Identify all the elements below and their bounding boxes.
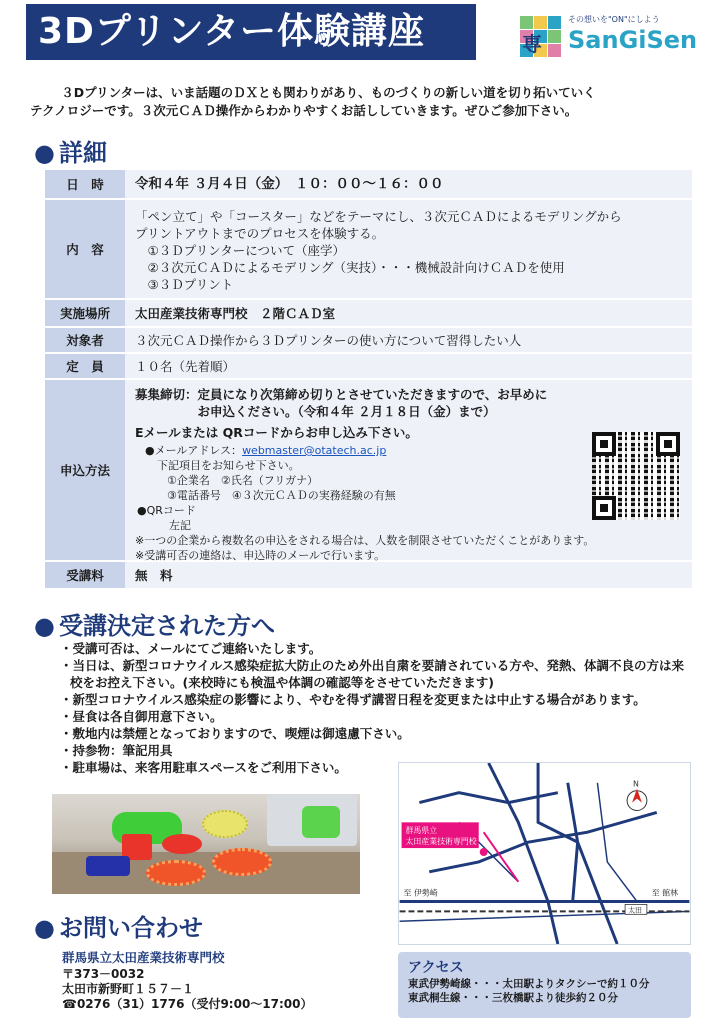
row-content: [45, 200, 692, 300]
contact-org: 群馬県立太田産業技術専門校: [62, 950, 225, 965]
note-line-1: ※一つの企業から複数名の申込をされる場合は、人数を制限させていただくことがあります。: [135, 534, 595, 547]
map-station-label: 太田: [628, 906, 642, 915]
notice-list: [60, 640, 690, 776]
label-venue: 実施場所: [45, 300, 125, 326]
row-application: [45, 380, 692, 562]
content-line-4: ②３次元ＣＡＤによるモデリング（実技）・・・機械設計向けＣＡＤを使用: [135, 260, 565, 275]
printed-parts-photo: [52, 794, 360, 894]
logo-kanji: [522, 28, 535, 41]
value-datetime: 令和４年 ３月４日（金） １０：００～１６：００: [125, 170, 692, 198]
red-gear-image: [162, 834, 202, 854]
items-line-2: ③電話番号 ④３次元ＣＡＤの実務経験の有無: [167, 489, 396, 502]
row-datetime: [45, 170, 692, 200]
page-title: 3Dプリンター体験講座: [26, 4, 476, 60]
green-print-image: [302, 806, 340, 838]
logo-brand: SanGiSen: [568, 26, 698, 54]
bullet-icon: ●: [34, 139, 55, 167]
map-school-label-2: 太田産業技術専門校: [405, 837, 477, 847]
details-table: [45, 170, 692, 590]
access-line-1: 東武伊勢崎線・・・太田駅よりタクシーで約１０分: [408, 978, 650, 990]
email-label: ●メールアドレス：: [145, 444, 243, 457]
contact-address: 太田市新野町１５７－１: [62, 982, 195, 996]
row-capacity: [45, 354, 692, 380]
details-heading-text: 詳細: [58, 139, 107, 167]
intro-line-1: ３Dプリンターは、いま話題のＤＸとも関わりがあり、ものづくりの新しい道を切り拓いていく: [61, 85, 596, 100]
orange-coaster-image: [146, 860, 206, 886]
map-right-label: 至 館林: [651, 888, 679, 898]
notice-item: ・ 敷地内は禁煙となっておりますので、喫煙は御遠慮下さい。: [60, 725, 690, 742]
map-school-label-1: 群馬県立: [405, 826, 438, 836]
value-target: ３次元ＣＡＤ操作から３Ｄプリンターの使い方について習得したい人: [125, 328, 692, 352]
content-line-5: ③３Ｄプリント: [135, 277, 234, 292]
sangisen-logo: [520, 14, 698, 60]
details-heading: [34, 133, 107, 168]
access-line-2: 東武桐生線・・・三枚橋駅より徒歩約２０分: [408, 992, 618, 1004]
value-application: [125, 380, 692, 560]
contact-postal: 〒373－0032: [62, 967, 145, 981]
map-graphic: [399, 763, 690, 944]
content-line-2: プリントアウトまでのプロセスを体験する。: [135, 226, 385, 241]
notice-item: ・ 駐車場は、来客用駐車スペースをご利用下さい。: [60, 759, 690, 776]
intro-line-2: テクノロジーです。３次元ＣＡＤ操作からわかりやすくお話ししていきます。ぜひご参加下さい。: [30, 103, 578, 118]
notice-item: ・ 当日は、新型コロナウイルス感染症拡大防止のため外出自粛を要請されている方や、発熱、体調不良の方は来校をお控え下さい。(来校時にも検温や体調の確認等をさせていただきます): [60, 657, 690, 691]
access-box: [398, 952, 691, 1018]
row-venue: [45, 300, 692, 328]
label-content: 内 容: [45, 200, 125, 298]
value-fee: 無 料: [125, 562, 692, 588]
logo-tagline: その想いを"ON"にしよう: [568, 15, 660, 24]
intro-text: [30, 84, 680, 120]
row-target: [45, 328, 692, 354]
contact-block: [62, 950, 382, 1012]
svg-text:N: N: [633, 779, 639, 789]
value-capacity: １０名（先着順）: [125, 354, 692, 378]
email-link[interactable]: webmaster@otatech.ac.jp: [242, 444, 387, 457]
accepted-heading-text: 受講決定された方へ: [58, 612, 275, 640]
apply-instruction: Eメールまたは QRコードからお申し込み下さい。: [135, 425, 418, 440]
label-target: 対象者: [45, 328, 125, 352]
notice-item: ・ 新型コロナウイルス感染症の影響により、やむを得ず講習日程を変更または中止する場合があります。: [60, 691, 690, 708]
label-datetime: 日 時: [45, 170, 125, 198]
note-line-2: ※受講可否の連絡は、申込時のメールで行います。: [135, 549, 386, 562]
bullet-icon: ●: [34, 914, 55, 942]
bullet-icon: ●: [34, 612, 55, 640]
blue-part-image: [86, 856, 130, 876]
accepted-heading: [34, 606, 275, 641]
access-heading: アクセス: [408, 960, 464, 976]
row-fee: [45, 562, 692, 590]
orange-coaster-image: [212, 848, 272, 876]
qr-code[interactable]: [592, 432, 680, 520]
value-venue: 太田産業技術専門校 ２階ＣＡＤ室: [125, 300, 692, 326]
deadline-line-1: 募集締切：定員になり次第締め切りとさせていただきますので、お早めに: [135, 387, 548, 402]
access-map: [398, 762, 691, 945]
contact-heading-text: お問い合わせ: [58, 914, 203, 942]
items-line-1: ①企業名 ②氏名（フリガナ）: [167, 474, 319, 487]
contact-phone: ☎0276（31）1776（受付9:00～17:00）: [62, 997, 313, 1011]
qr-label: ●QRコード: [137, 504, 196, 517]
contact-heading: [34, 908, 203, 943]
label-fee: 受講料: [45, 562, 125, 588]
value-content: [125, 200, 692, 298]
items-intro: 下記項目をお知らせ下さい。: [157, 459, 300, 472]
yellow-coaster-image: [202, 810, 248, 838]
content-line-3: ①３Ｄプリンターについて（座学）: [135, 243, 345, 258]
notice-item: ・ 持参物：筆記用具: [60, 742, 690, 759]
map-left-label: 至 伊勢崎: [403, 888, 438, 898]
deadline-line-2: お申込ください。（令和４年 ２月１８日（金）まで）: [135, 404, 496, 419]
notice-item: ・ 受講可否は、メールにてご連絡いたします。: [60, 640, 690, 657]
notice-item: ・ 昼食は各自御用意下さい。: [60, 708, 690, 725]
qr-left-note: 左記: [169, 519, 191, 532]
content-line-1: 「ペン立て」や「コースター」などをテーマにし、３次元ＣＡＤによるモデリングから: [135, 209, 622, 224]
label-capacity: 定 員: [45, 354, 125, 378]
logo-cube-icon: [520, 16, 562, 56]
label-application: 申込方法: [45, 380, 125, 560]
